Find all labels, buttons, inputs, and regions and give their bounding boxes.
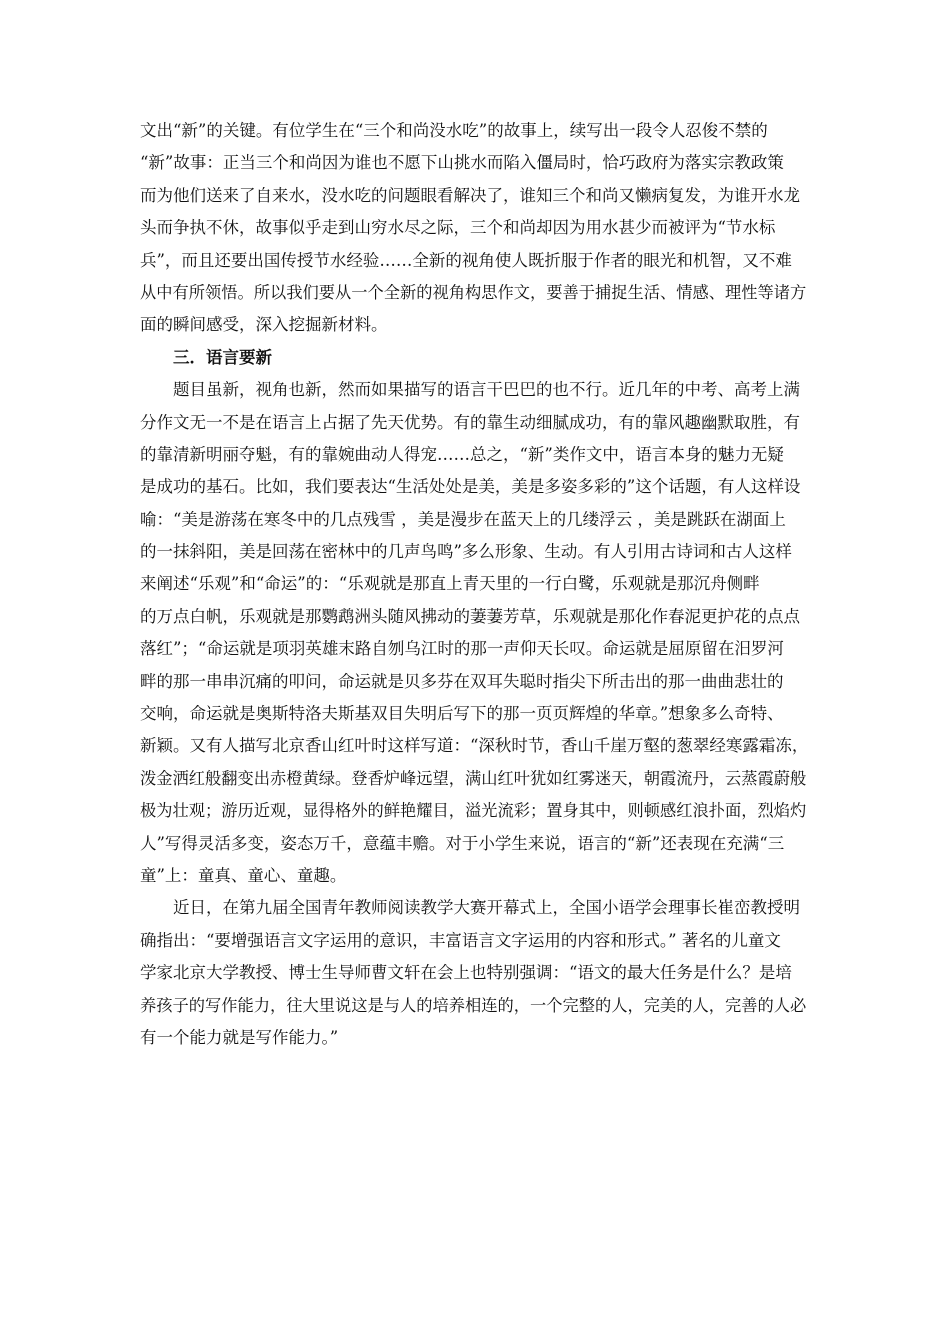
text-line: 养孩子的写作能力，往大里说这是与人的培养相连的，一个完整的人，完美的人，完善的人必 bbox=[140, 995, 807, 1015]
text-line: 近日，在第九届全国青年教师阅读教学大赛开幕式上，全国小语学会理事长崔峦教授明 bbox=[173, 898, 800, 918]
text-line: 喻：“美是游荡在寒冬中的几点残雪 ，美是漫步在蓝天上的几缕浮云 ，美是跳跃在湖面上 bbox=[140, 509, 786, 529]
text-line: 兵”，而且还要出国传授节水经验……全新的视角使人既折服于作者的眼光和机智，又不难 bbox=[140, 250, 792, 270]
text-line: 交响，命运就是奥斯特洛夫斯基双目失明后写下的那一页页辉煌的华章。”想象多么奇特、 bbox=[140, 704, 784, 724]
text-line: “新”故事：正当三个和尚因为谁也不愿下山挑水而陷入僵局时，恰巧政府为落实宗教政策 bbox=[140, 153, 784, 173]
text-line: 文出“新”的关键。有位学生在“三个和尚没水吃”的故事上，续写出一段令人忍俊不禁的 bbox=[140, 121, 768, 140]
text-line: 面的瞬间感受，深入挖掘新材料。 bbox=[140, 315, 388, 335]
text-line: 有一个能力就是写作能力。” bbox=[140, 1027, 339, 1047]
text-line: 新颖。又有人描写北京香山红叶时这样写道：“深秋时节，香山千崖万壑的葱翠经寒露霜冻， bbox=[140, 736, 809, 756]
document-body bbox=[140, 115, 810, 1054]
text-line: 极为壮观；游历近观，显得格外的鲜艳耀目，溢光流彩；置身其中，则顿感红浪扑面，烈焰灼 bbox=[140, 801, 807, 821]
text-line: 来阐述“乐观”和“命运”的：“乐观就是那直上青天里的一行白鹭，乐观就是那沉舟侧畔 bbox=[140, 574, 760, 594]
text-line: 而为他们送来了自来水，没水吃的问题眼看解决了，谁知三个和尚又懒病复发，为谁开水龙 bbox=[140, 185, 800, 205]
text-line: 落红”；“命运就是项羽英雄末路自刎乌江时的那一声仰天长叹。命运就是屈原留在汨罗河 bbox=[140, 639, 784, 659]
text-line: 头而争执不休，故事似乎走到山穷水尽之际，三个和尚却因为用水甚少而被评为“节水标 bbox=[140, 218, 776, 238]
text-line: 确指出：“要增强语言文字运用的意识，丰富语言文字运用的内容和形式。” 著名的儿童文 bbox=[140, 930, 781, 950]
text-line: 题目虽新，视角也新，然而如果描写的语言干巴巴的也不行。近几年的中考、高考上满 bbox=[173, 380, 800, 400]
text-line: 学家北京大学教授、博士生导师曹文轩在会上也特别强调：“语文的最大任务是什么？是培 bbox=[140, 963, 792, 983]
text-line: 畔的那一串串沉痛的叩问，命运就是贝多芬在双耳失聪时指尖下所击出的那一曲曲悲壮的 bbox=[140, 671, 784, 691]
text-line: 人”写得灵活多变，姿态万千，意蕴丰赡。对于小学生来说，语言的“新”还表现在充满“三 bbox=[140, 833, 785, 853]
text-line: 的万点白帆，乐观就是那鹦鹉洲头随风拂动的萋萋芳草，乐观就是那化作春泥更护花的点点 bbox=[140, 606, 800, 626]
section-heading: 三．语言要新 bbox=[173, 347, 272, 367]
text-line: 童”上：童真、童心、童趣。 bbox=[140, 865, 347, 885]
text-line: 的靠清新明丽夺魁，有的靠婉曲动人得宠……总之，“新”类作文中，语言本身的魅力无疑 bbox=[140, 444, 784, 464]
text-line: 从中有所领悟。所以我们要从一个全新的视角构思作文，要善于捕捉生活、情感、理性等诸方 bbox=[140, 282, 807, 302]
text-line: 分作文无一不是在语言上占据了先天优势。有的靠生动细腻成功，有的靠风趣幽默取胜，有 bbox=[140, 412, 800, 432]
text-line: 是成功的基石。比如，我们要表达“生活处处是美，美是多姿多彩的”这个话题，有人这样设 bbox=[140, 477, 801, 497]
text-line: 泼金洒红般翻变出赤橙黄绿。登香炉峰远望，满山红叶犹如红雾迷天，朝霞流丹，云蒸霞蔚般 bbox=[140, 768, 807, 788]
text-line: 的一抹斜阳，美是回荡在密林中的几声鸟鸣”多么形象、生动。有人引用古诗词和古人这样 bbox=[140, 542, 792, 562]
